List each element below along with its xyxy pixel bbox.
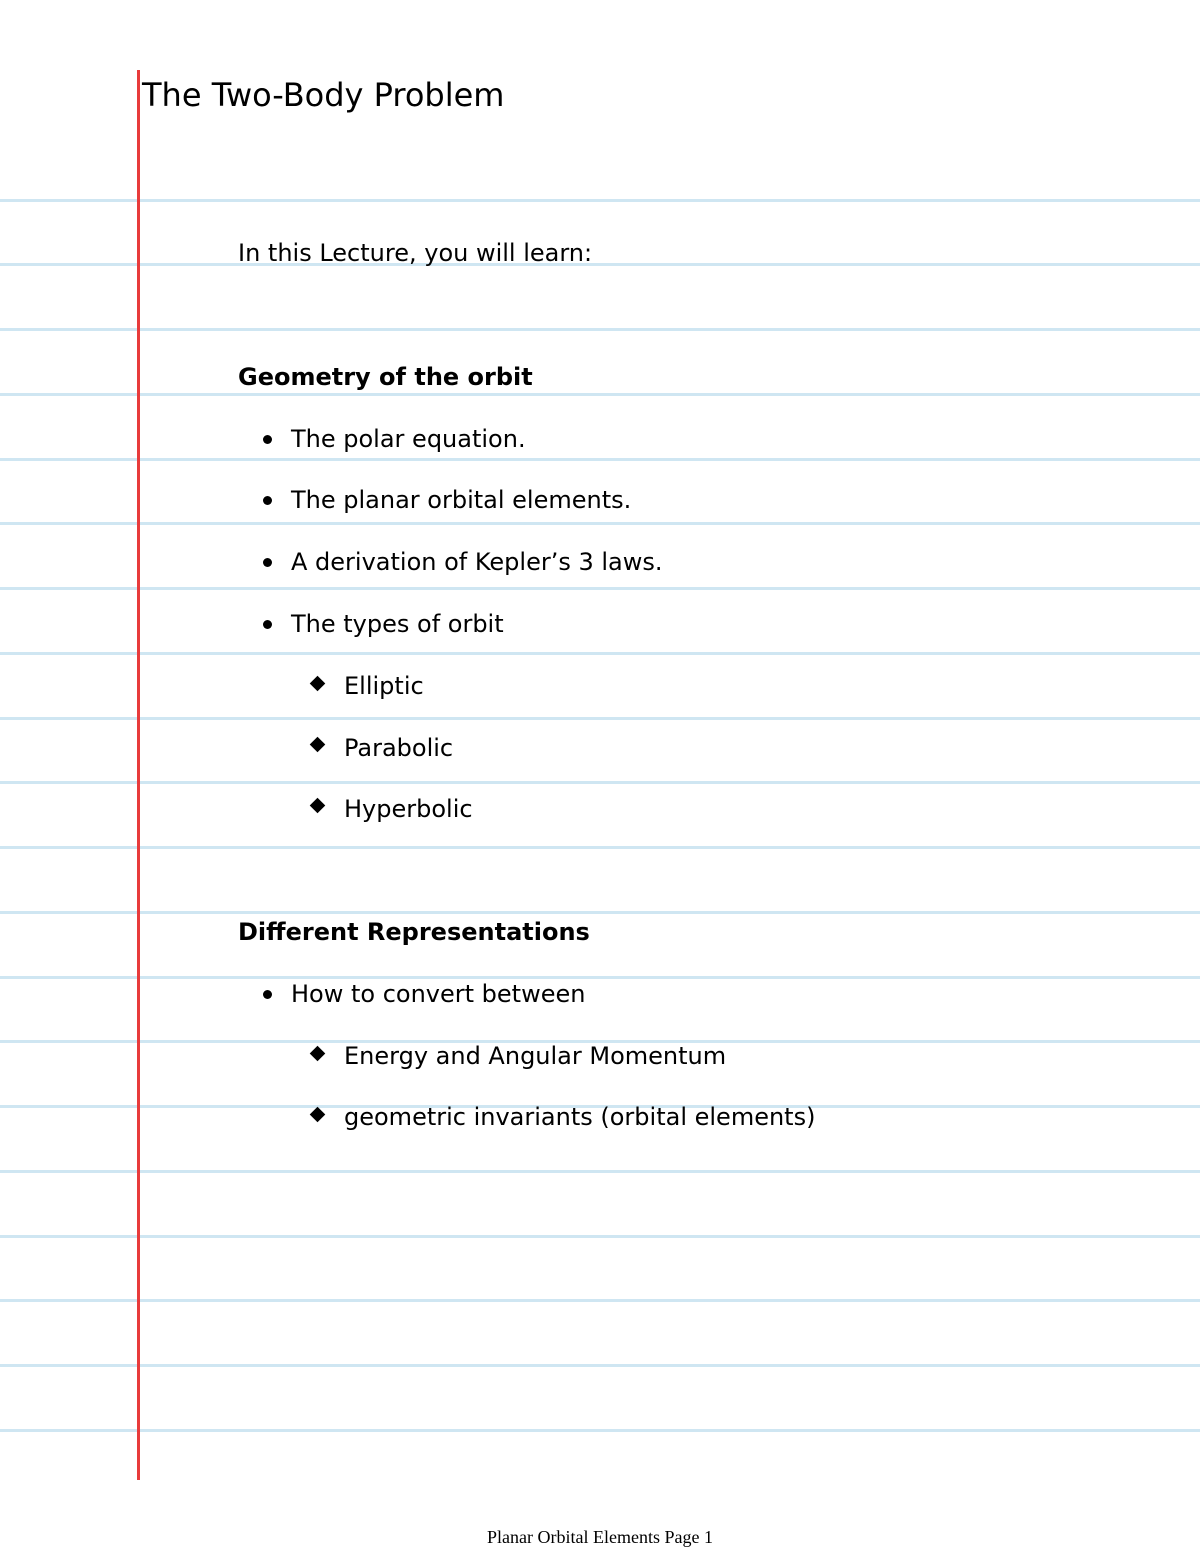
sub-list-item: Energy and Angular Momentum xyxy=(344,1042,727,1070)
ruled-line xyxy=(0,717,1200,720)
bullet-dot-icon xyxy=(263,558,272,567)
section-heading: Geometry of the orbit xyxy=(238,363,533,391)
bullet-dot-icon xyxy=(263,990,272,999)
sub-list-item: Parabolic xyxy=(344,734,454,762)
bullet-diamond-icon xyxy=(310,737,326,753)
sub-list-item: Hyperbolic xyxy=(344,795,473,823)
bullet-diamond-icon xyxy=(310,676,326,692)
ruled-line xyxy=(0,1235,1200,1238)
ruled-line xyxy=(0,393,1200,396)
ruled-line xyxy=(0,1170,1200,1173)
bullet-dot-icon xyxy=(263,435,272,444)
ruled-line xyxy=(0,328,1200,331)
ruled-line xyxy=(0,846,1200,849)
section-heading: Different Representations xyxy=(238,918,590,946)
bullet-diamond-icon xyxy=(310,798,326,814)
bullet-diamond-icon xyxy=(310,1046,326,1062)
list-item: The polar equation. xyxy=(291,425,526,453)
page-footer: Planar Orbital Elements Page 1 xyxy=(487,1527,713,1547)
margin-line xyxy=(137,70,140,1480)
sub-list-item: geometric invariants (orbital elements) xyxy=(344,1103,816,1131)
ruled-line xyxy=(0,587,1200,590)
page-title: The Two-Body Problem xyxy=(142,76,505,114)
ruled-line xyxy=(0,458,1200,461)
sub-list-item: Elliptic xyxy=(344,672,424,700)
bullet-diamond-icon xyxy=(310,1107,326,1123)
ruled-line xyxy=(0,781,1200,784)
bullet-dot-icon xyxy=(263,620,272,629)
ruled-line xyxy=(0,1299,1200,1302)
list-item: How to convert between xyxy=(291,980,586,1008)
ruled-line xyxy=(0,263,1200,266)
list-item: The planar orbital elements. xyxy=(291,486,632,514)
bullet-dot-icon xyxy=(263,496,272,505)
intro-text: In this Lecture, you will learn: xyxy=(238,239,593,267)
list-item: The types of orbit xyxy=(291,610,504,638)
ruled-line xyxy=(0,976,1200,979)
ruled-line xyxy=(0,199,1200,202)
ruled-line xyxy=(0,1429,1200,1432)
ruled-line xyxy=(0,1364,1200,1367)
ruled-line xyxy=(0,522,1200,525)
ruled-line xyxy=(0,911,1200,914)
ruled-line xyxy=(0,652,1200,655)
list-item: A derivation of Kepler’s 3 laws. xyxy=(291,548,663,576)
